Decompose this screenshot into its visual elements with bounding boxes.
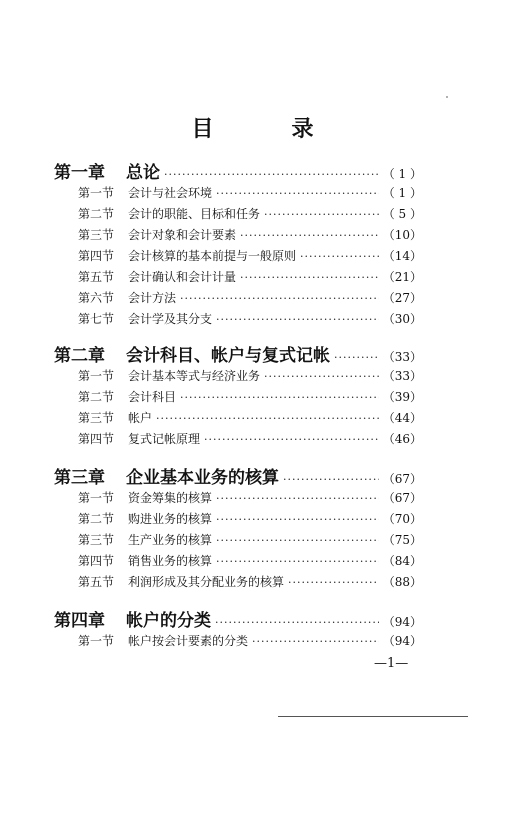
section-title: 帐户按会计要素的分类 <box>128 634 249 648</box>
dot-leader <box>216 492 379 505</box>
section-title: 资金筹集的核算 <box>128 491 213 505</box>
section-page-ref: （ 1 ） <box>382 186 422 200</box>
section-number: 第二节 <box>78 390 115 404</box>
dot-leader <box>216 187 379 200</box>
dot-leader <box>240 229 379 242</box>
section-number: 第三节 <box>78 533 115 547</box>
chapter-page-ref: （67） <box>382 472 422 486</box>
chapter-heading <box>54 341 422 366</box>
section-page-ref: （67） <box>382 491 422 505</box>
section-title: 会计科目 <box>128 390 177 404</box>
section-entry <box>78 289 422 306</box>
dot-leader <box>264 370 379 383</box>
chapter-title: 企业基本业务的核算 <box>126 468 279 488</box>
page-number: —1— <box>374 656 409 671</box>
dot-leader <box>180 391 379 404</box>
chapter-title: 帐户的分类 <box>126 611 211 631</box>
dot-leader <box>216 513 379 526</box>
dot-leader <box>204 433 379 446</box>
section-entry <box>78 367 422 384</box>
section-entry <box>78 184 422 201</box>
section-page-ref: （ 5 ） <box>382 207 422 221</box>
section-page-ref: （27） <box>382 291 422 305</box>
dot-leader <box>216 555 379 568</box>
dot-leader <box>334 351 379 364</box>
section-entry <box>78 531 422 548</box>
section-page-ref: （33） <box>382 369 422 383</box>
section-page-ref: （39） <box>382 390 422 404</box>
section-title: 会计的职能、目标和任务 <box>128 207 261 221</box>
dot-leader <box>252 635 379 648</box>
section-entry <box>78 409 422 426</box>
section-number: 第七节 <box>78 312 115 326</box>
section-page-ref: （30） <box>382 312 422 326</box>
section-entry <box>78 552 422 569</box>
section-number: 第一节 <box>78 491 115 505</box>
chapter-number: 第四章 <box>54 611 105 631</box>
section-page-ref: （21） <box>382 270 422 284</box>
section-entry <box>78 205 422 222</box>
dot-leader <box>216 313 379 326</box>
section-entry <box>78 430 422 447</box>
section-number: 第一节 <box>78 186 115 200</box>
scan-speck <box>446 96 448 98</box>
section-page-ref: （14） <box>382 249 422 263</box>
section-entry <box>78 489 422 506</box>
section-title: 会计对象和会计要素 <box>128 228 237 242</box>
section-title: 会计方法 <box>128 291 177 305</box>
chapter-number: 第二章 <box>54 346 105 366</box>
dot-leader <box>215 616 379 629</box>
dot-leader <box>283 473 379 486</box>
dot-leader <box>288 576 379 589</box>
section-number: 第三节 <box>78 411 115 425</box>
section-page-ref: （44） <box>382 411 422 425</box>
chapter-page-ref: （ 1 ） <box>382 167 422 181</box>
section-title: 帐户 <box>128 411 153 425</box>
dot-leader <box>240 271 379 284</box>
section-number: 第五节 <box>78 270 115 284</box>
section-number: 第五节 <box>78 575 115 589</box>
section-title: 购进业务的核算 <box>128 512 213 526</box>
dot-leader <box>164 168 379 181</box>
page-title: 目 录 <box>191 117 342 142</box>
section-number: 第四节 <box>78 554 115 568</box>
dot-leader <box>180 292 379 305</box>
section-title: 会计确认和会计计量 <box>128 270 237 284</box>
section-entry <box>78 510 422 527</box>
footer-rule <box>278 716 468 717</box>
section-page-ref: （10） <box>382 228 422 242</box>
section-title: 生产业务的核算 <box>128 533 213 547</box>
section-number: 第三节 <box>78 228 115 242</box>
chapter-number: 第三章 <box>54 468 105 488</box>
section-number: 第四节 <box>78 249 115 263</box>
section-entry <box>78 247 422 264</box>
section-title: 会计基本等式与经济业务 <box>128 369 261 383</box>
dot-leader <box>264 208 379 221</box>
section-entry <box>78 388 422 405</box>
chapter-page-ref: （94） <box>382 615 422 629</box>
section-number: 第二节 <box>78 512 115 526</box>
chapter-heading <box>54 463 422 488</box>
section-title: 会计核算的基本前提与一般原则 <box>128 249 297 263</box>
chapter-title: 会计科目、帐户与复式记帐 <box>126 346 330 366</box>
chapter-number: 第一章 <box>54 163 105 183</box>
section-entry <box>78 310 422 327</box>
section-page-ref: （75） <box>382 533 422 547</box>
section-page-ref: （46） <box>382 432 422 446</box>
section-page-ref: （94） <box>382 634 422 648</box>
section-title: 复式记帐原理 <box>128 432 201 446</box>
section-number: 第一节 <box>78 634 115 648</box>
section-title: 销售业务的核算 <box>128 554 213 568</box>
dot-leader <box>156 412 379 425</box>
section-entry <box>78 632 422 649</box>
section-entry <box>78 573 422 590</box>
section-number: 第六节 <box>78 291 115 305</box>
dot-leader <box>216 534 379 547</box>
chapter-page-ref: （33） <box>382 350 422 364</box>
section-entry <box>78 268 422 285</box>
section-number: 第一节 <box>78 369 115 383</box>
section-number: 第二节 <box>78 207 115 221</box>
section-page-ref: （84） <box>382 554 422 568</box>
dot-leader <box>300 250 379 263</box>
section-number: 第四节 <box>78 432 115 446</box>
section-page-ref: （70） <box>382 512 422 526</box>
chapter-heading <box>54 158 422 183</box>
section-title: 会计与社会环境 <box>128 186 213 200</box>
chapter-title: 总论 <box>126 163 160 183</box>
section-page-ref: （88） <box>382 575 422 589</box>
section-title: 利润形成及其分配业务的核算 <box>128 575 285 589</box>
section-entry <box>78 226 422 243</box>
chapter-heading <box>54 606 422 631</box>
section-title: 会计学及其分支 <box>128 312 213 326</box>
